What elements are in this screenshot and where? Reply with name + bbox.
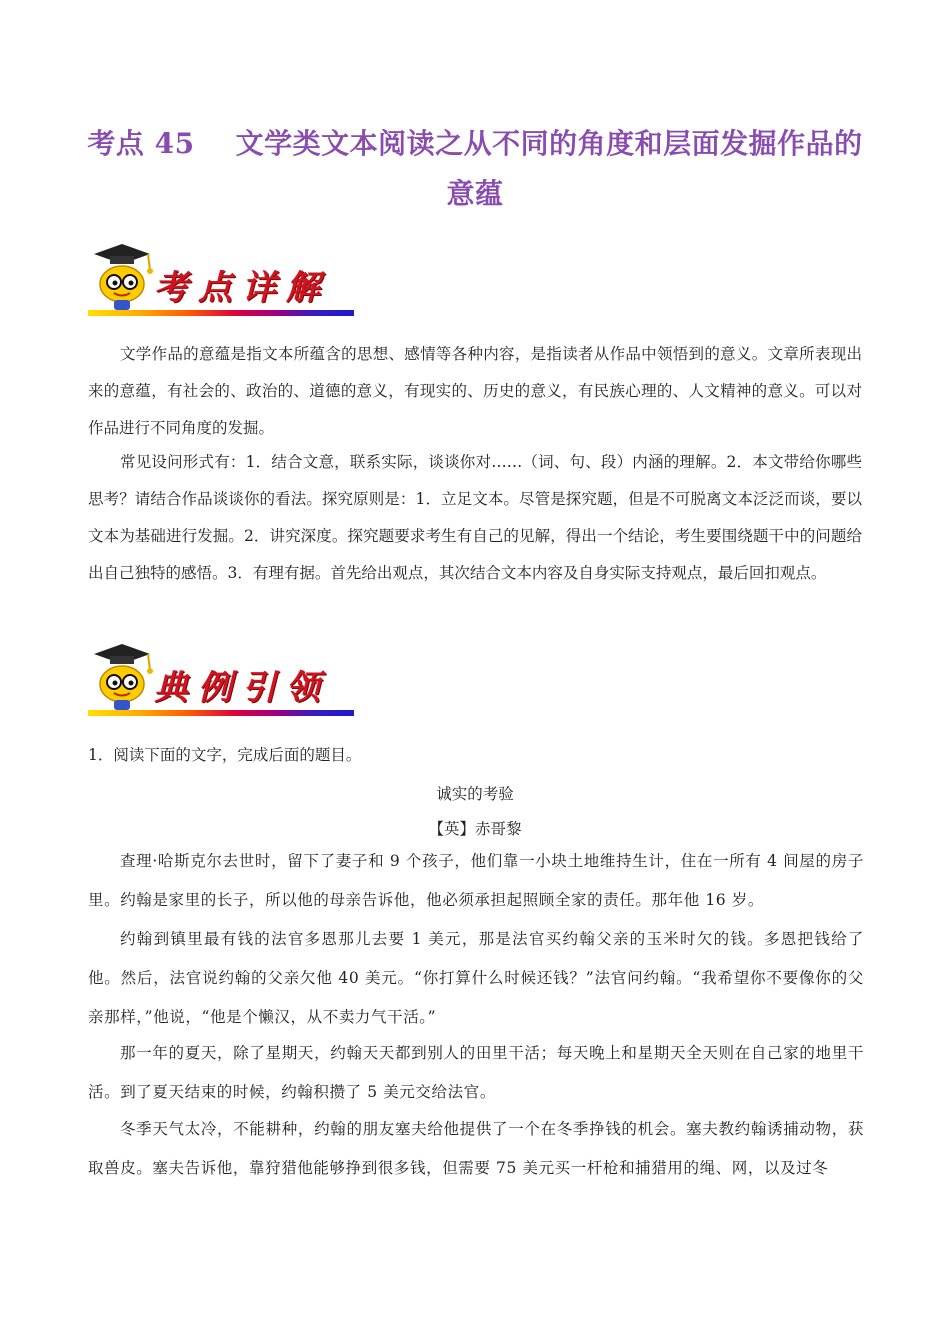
title-number: 考点 45	[87, 127, 195, 160]
question-intro: 1．阅读下面的文字，完成后面的题目。	[88, 746, 362, 764]
section-banner-example	[88, 640, 356, 722]
page-title	[70, 122, 880, 162]
story-paragraph-4: 冬季天气太冷，不能耕种，约翰的朋友塞夫给他提供了一个在冬季挣钱的机会。塞夫教约翰诱捕动物，获取兽皮。塞夫告诉他，靠狩猎他能够挣到很多钱，但需要 75 美元买一杆枪和捕猎用的绳、网，以及过冬	[88, 1120, 864, 1177]
story-paragraph-2: 约翰到镇里最有钱的法官多恩那儿去要 1 美元，那是法官买约翰父亲的玉米时欠的钱。多恩把钱给了他。然后，法官说约翰的父亲欠他 40 美元。“你打算什么时候还钱？”法官问约翰。“我希望你不要像你的父亲那样，”他说，“他是个懒汉，从不卖力气干活。”	[88, 930, 864, 1026]
banner-label-example: 典例引领	[154, 668, 330, 708]
gradient-bar	[88, 310, 354, 316]
gradient-bar	[88, 710, 354, 716]
scholar-mascot-icon	[88, 640, 158, 712]
title-text: 文学类文本阅读之从不同的角度和层面发掘作品的	[235, 127, 863, 160]
explain-paragraph-1: 文学作品的意蕴是指文本所蕴含的思想、感情等各种内容，是指读者从作品中领悟到的意义。文章所表现出来的意蕴，有社会的、政治的、道德的意义，有现实的、历史的意义，有民族心理的、人文精神的意义。可以对作品进行不同角度的发掘。	[88, 345, 862, 437]
scholar-mascot-icon	[88, 240, 158, 312]
page-title-continued: 意蕴	[446, 177, 504, 210]
explain-paragraph-2: 常见设问形式有：1．结合文意，联系实际，谈谈你对……（词、句、段）内涵的理解。2．本文带给你哪些思考？请结合作品谈谈你的看法。探究原则是：1．立足文本。尽管是探究题，但是不可脱离文本泛泛而谈，要以文本为基础进行发掘。2．讲究深度。探究题要求考生有自己的见解，得出一个结论，考生要围绕题干中的问题给出自己独特的感悟。3．有理有据。首先给出观点，其次结合文本内容及自身实际支持观点，最后回扣观点。	[88, 453, 862, 582]
story-paragraph-1: 查理·哈斯克尔去世时，留下了妻子和 9 个孩子，他们靠一小块土地维持生计，住在一所有 4 间屋的房子里。约翰是家里的长子，所以他的母亲告诉他，他必须承担起照顾全家的责任。那年他 16 岁。	[88, 852, 864, 909]
story-title: 诚实的考验	[436, 785, 514, 803]
section-banner-explain	[88, 240, 356, 322]
story-author: 【英】赤哥黎	[428, 820, 522, 838]
banner-label-explain: 考点详解	[154, 268, 330, 308]
story-paragraph-3: 那一年的夏天，除了星期天，约翰天天都到别人的田里干活；每天晚上和星期天全天则在自己家的地里干活。到了夏天结束的时候，约翰积攒了 5 美元交给法官。	[88, 1044, 864, 1101]
